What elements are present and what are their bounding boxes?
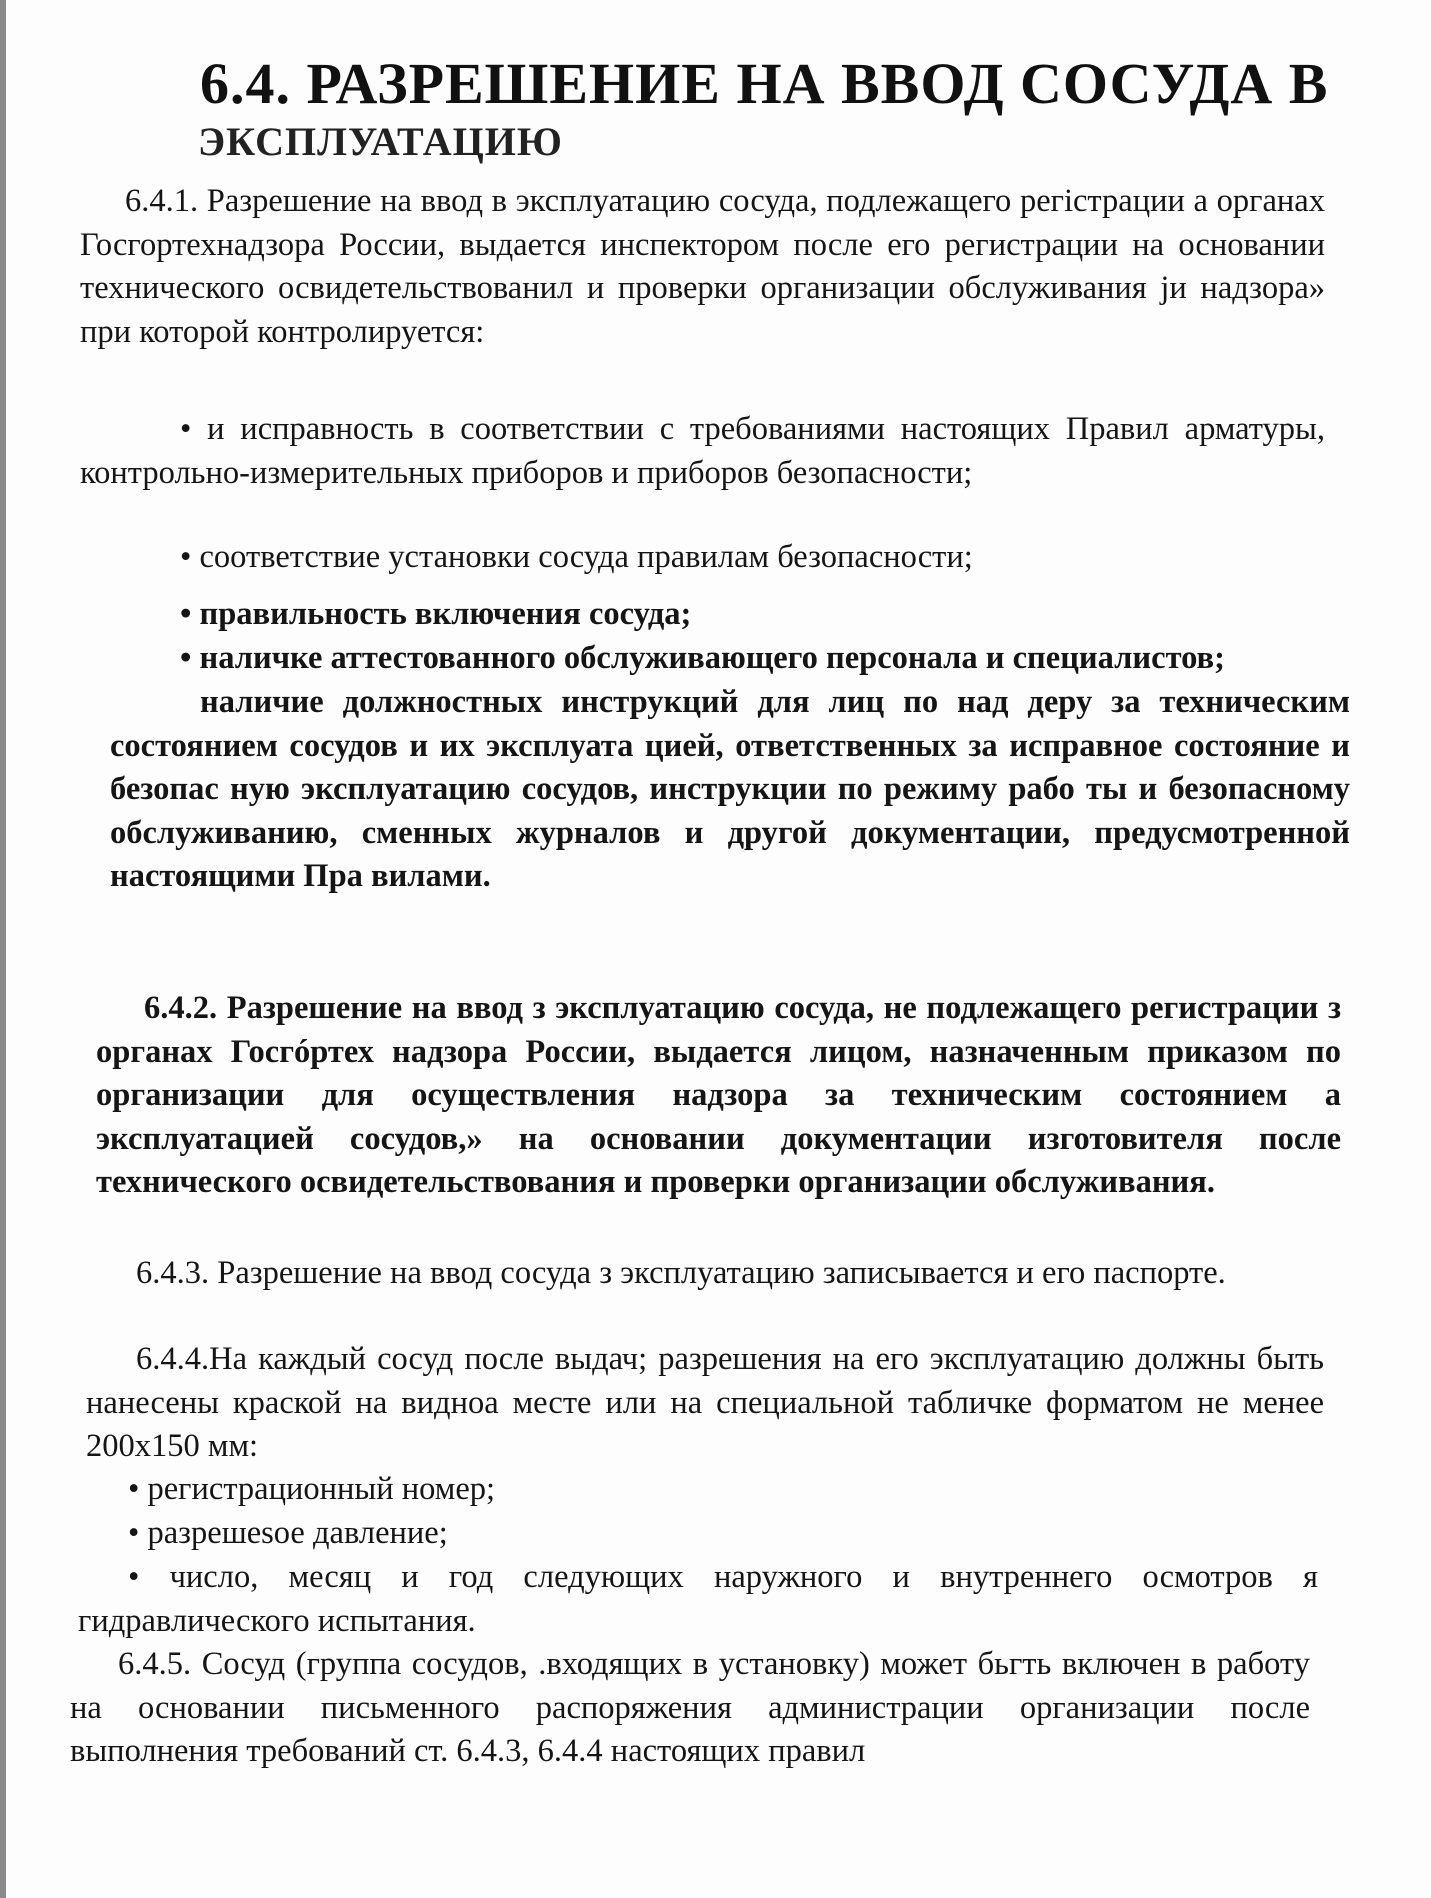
bullet-installation-compliance: • соответствие установки сосуда правилам безопасности; xyxy=(180,539,973,575)
bullet-certified-personnel: • наличке аттестованного обслуживающего персонала и специалистов; xyxy=(180,640,1225,676)
bullet-registration-number: • регистрационный номер; xyxy=(128,1471,496,1507)
paragraph-6-4-1: 6.4.1. Разрешение на ввод в эксплуатацию сосуда, подлежащего регістрации а органах Госгортехнадзора России, выдается инспектором после его регистрации на основании технического освидетельствованил и проверки организации обслуживания ји надзора» при которой контролируется: xyxy=(80,183,1325,350)
bullet-permitted-pressure: • разрешеѕое давление; xyxy=(128,1515,448,1551)
paragraph-6-4-2: 6.4.2. Разрешение на ввод з эксплуатацию сосуда, не подлежащего регистрации з органах Госгóртех надзора России, выдается лицом, назначенным приказом по организации для осуществления надзора за техническим состоянием а эксплуатацией сосудов,» на основании документации изготовителя после технического освидетельствования и проверки организации обслуживания. xyxy=(96,990,1341,1200)
paragraph-6-4-3: 6.4.3. Разрешение на ввод сосуда з эксплуатацию записывается и его паспорте. xyxy=(136,1255,1226,1291)
section-title: 6.4. РАЗРЕШЕНИЕ НА ВВОД СОСУДА В xyxy=(200,51,1329,116)
bullet-inspection-dates: • число, месяц и год следующих наружного и внутреннего осмотров я гидравлического испытания. xyxy=(78,1559,1318,1639)
paragraph-6-4-4: 6.4.4.На каждый сосуд после выдач; разрешения на его эксплуатацию должны быть нанесены краской на видноа месте или на специальной табличке форматом не менее 200х150 мм: xyxy=(86,1341,1324,1464)
scan-left-edge xyxy=(0,0,6,1898)
paragraph-6-4-5: 6.4.5. Сосуд (группа сосудов, .входящих в установку) может бьгть включен в работу на основании письменного распоряжения администрации организации после выполнения требований ст. 6.4.3, 6.4.4 настоящих правил xyxy=(70,1646,1310,1769)
bullet-valves-instruments: • и исправность в соответствии с требованиями настоящих Правил арматуры, контрольно-измерительных приборов и приборов безопасности; xyxy=(80,411,1325,491)
section-subtitle: ЭКСПЛУАТАЦИЮ xyxy=(198,119,563,164)
paragraph-job-instructions: наличие должностных инструкций для лиц по над деру за техническим состоянием сосудов и их эксплуата цией, ответственных за исправное состояние и безопас ную эксплуатацию сосудов, инструкции по режиму рабо ты и безопасному обслуживанию, сменных журналов и другой документации, предусмотренной настоящими Пра вилами. xyxy=(110,684,1350,894)
bullet-switching-correctness: • правильность включения сосуда; xyxy=(180,596,692,632)
